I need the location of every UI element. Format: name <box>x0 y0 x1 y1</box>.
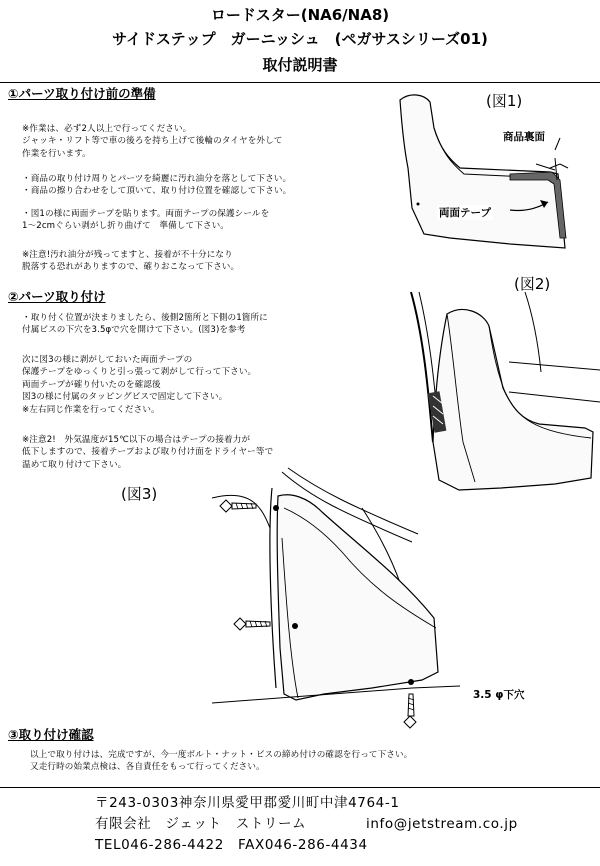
fig3-screw-icon-bottom <box>404 694 416 728</box>
footer-divider <box>0 787 600 788</box>
fig1-caption-tape: 両面テープ <box>439 207 491 219</box>
section1-paragraph-3: ・図1の様に両面テープを貼ります。両面テープの保護シールを 1〜2cmぐらい剥がし折り曲げて 準備して下さい。 <box>22 209 270 232</box>
footer-email[interactable]: info@jetstream.co.jp <box>366 816 518 832</box>
doc-title-model: ロードスター(NA6/NA8) <box>210 6 390 24</box>
fig2-installed-drawing <box>405 292 600 497</box>
section1-paragraph-2: ・商品の取り付け周りとパーツを綺麗に汚れ油分を落として下さい。 ・商品の擦り合わせをして頂いて、取り付け位置を確認して下さい。 <box>22 174 292 197</box>
header-divider <box>0 82 600 83</box>
footer-phone: TEL046-286-4422 FAX046-286-4434 <box>95 837 368 853</box>
section3-heading: ③取り付け確認 <box>8 727 94 742</box>
fig3-screw-icon-top <box>220 500 256 512</box>
fig1-caption-back: 商品裏面 <box>503 131 545 143</box>
doc-title-manual: 取付説明書 <box>262 56 338 74</box>
section1-paragraph-4: ※注意!汚れ油分が残ってますと、接着が不十分になり 脱落する恐れがありますので、確りおこなって下さい。 <box>22 250 240 273</box>
fig1-part-drawing <box>390 88 590 258</box>
section2-paragraph-3: ※注意2! 外気温度が15℃以下の場合はテープの接着力が 低下しますので、接着テープおよび取り付け面をドライヤー等で 温めて取り付けて下さい。 <box>22 435 274 470</box>
section1-heading: ①パーツ取り付け前の準備 <box>8 86 156 101</box>
section1-paragraph-1: ※作業は、必ず2人以上で行ってください。 ジャッキ・リフト等で車の後ろを持ち上げて後輪のタイヤを外して 作業を行います。 <box>22 124 283 159</box>
fig1-label: (図1) <box>486 92 523 110</box>
section2-heading: ②パーツ取り付け <box>8 289 106 304</box>
footer-company: 有限会社 ジェット ストリーム <box>95 816 307 832</box>
fig3-screw-drawing <box>212 468 462 730</box>
fig2-label: (図2) <box>514 275 551 293</box>
footer-address: 〒243-0303神奈川県愛甲郡愛川町中津4764-1 <box>95 795 400 811</box>
section3-paragraph: 以上で取り付けは、完成ですが、今一度ボルト・ナット・ビスの締め付けの確認を行って下さい。 又走行時の始業点検は、各自責任をもって行ってください。 <box>30 750 413 773</box>
section2-paragraph-1: ・取り付く位置が決まりましたら、後側2箇所と下側の1箇所に 付属ビスの下穴を3.5φで穴を開けて下さい。(図3)を参考 <box>22 313 268 336</box>
doc-title-product: サイドステップ ガーニッシュ (ペガサスシリーズ01) <box>112 30 488 48</box>
fig3-screw-icon-middle <box>234 618 270 630</box>
section2-paragraph-2: 次に図3の様に剥がしておいた両面テープの 保護テープをゆっくりと引っ張って剥がして行って下さい。 両面テープが確り付いたのを確認後 図3の様に付属のタッピングビスで固定して下さい。 ※左右同じ作業を行ってください。 <box>22 355 257 415</box>
fig3-label: (図3) <box>121 485 158 503</box>
fig3-caption-hole: 3.5 φ下穴 <box>473 689 525 701</box>
